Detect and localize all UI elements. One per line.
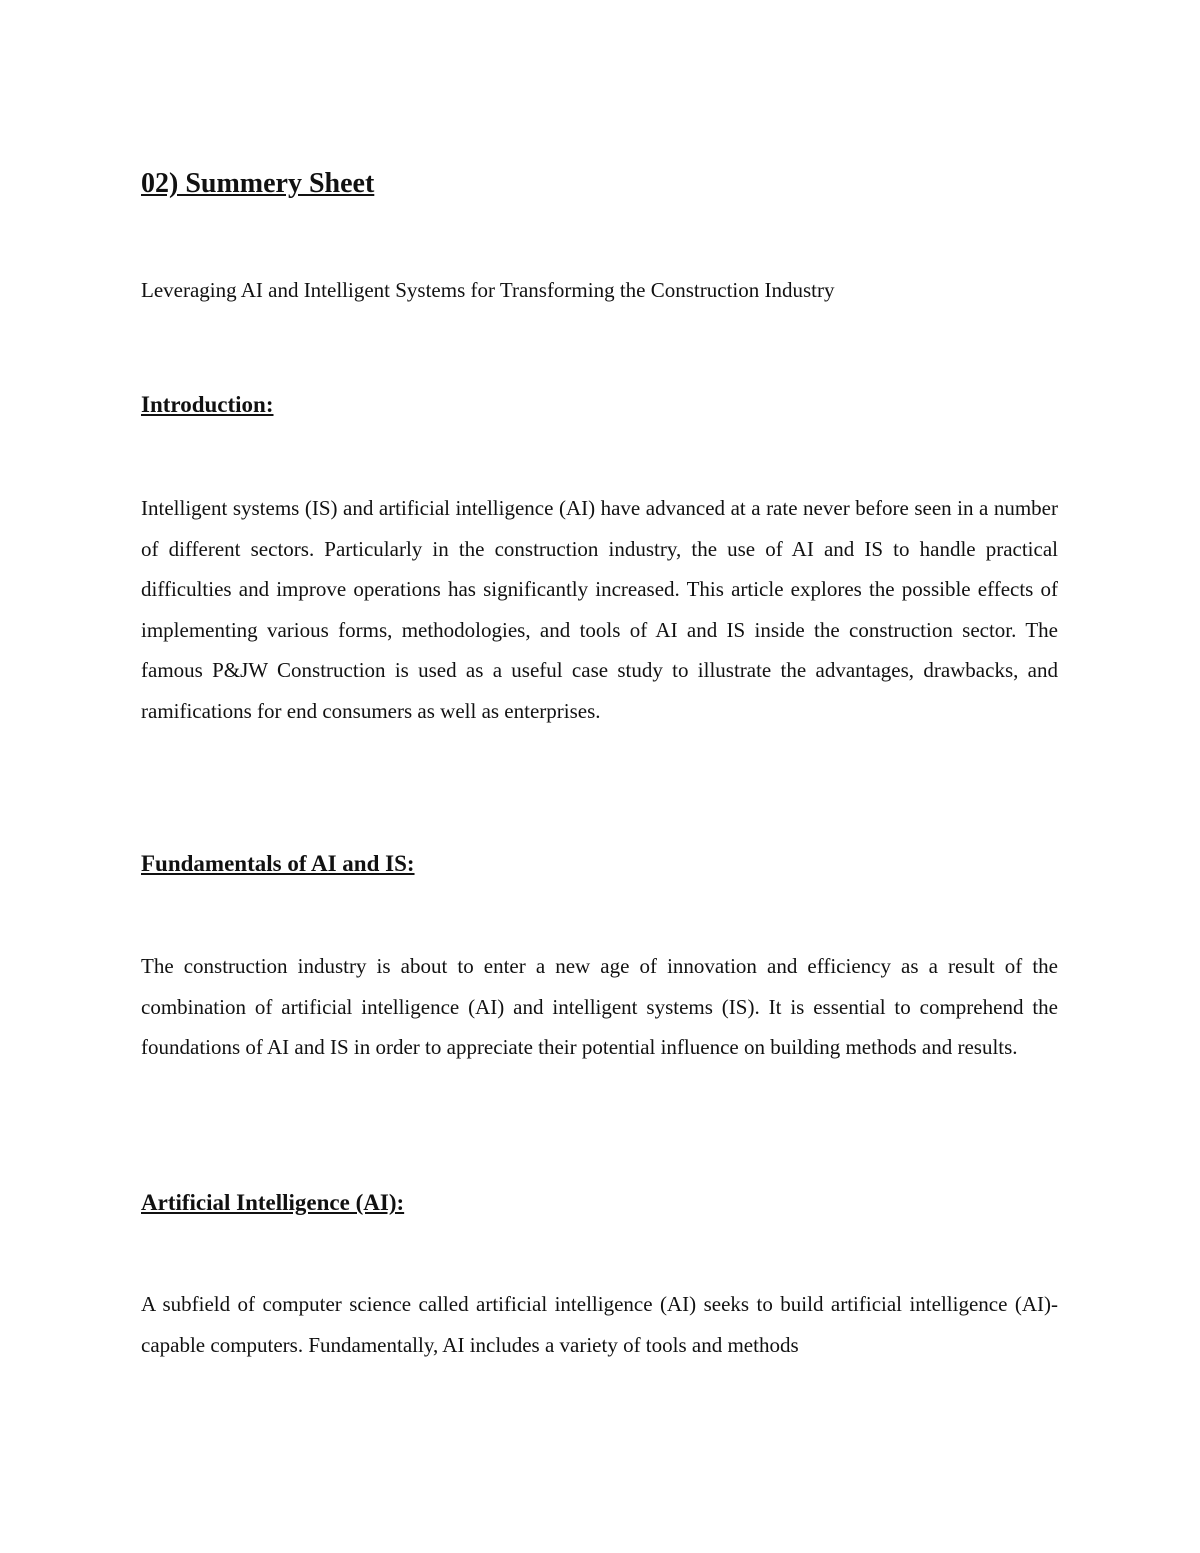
heading-introduction: Introduction:	[141, 392, 274, 417]
heading-fundamentals: Fundamentals of AI and IS:	[141, 851, 415, 876]
paragraph-artificial-intelligence: A subfield of computer science called artificial intelligence (AI) seeks to build artificial intelligence (AI)-capable computers. Fundamentally, AI includes a variety of tools and methods	[141, 1292, 1058, 1357]
paragraph-introduction: Intelligent systems (IS) and artificial intelligence (AI) have advanced at a rate never before seen in a number of different sectors. Particularly in the construction industry, the use of AI and IS to handle practical difficulties and improve operations has significantly increased. This article explores the possible effects of implementing various forms, methodologies, and tools of AI and IS inside the construction sector. The famous P&JW Construction is used as a useful case study to illustrate the advantages, drawbacks, and ramifications for end consumers as well as enterprises.	[141, 496, 1058, 723]
paragraph-fundamentals: The construction industry is about to enter a new age of innovation and efficiency as a result of the combination of artificial intelligence (AI) and intelligent systems (IS). It is essential to comprehend the foundations of AI and IS in order to appreciate their potential influence on building methods and results.	[141, 954, 1058, 1060]
page-title: 02) Summery Sheet	[141, 168, 375, 199]
document-subtitle: Leveraging AI and Intelligent Systems for Transforming the Construction Industry	[141, 278, 835, 302]
heading-artificial-intelligence: Artificial Intelligence (AI):	[141, 1190, 405, 1215]
